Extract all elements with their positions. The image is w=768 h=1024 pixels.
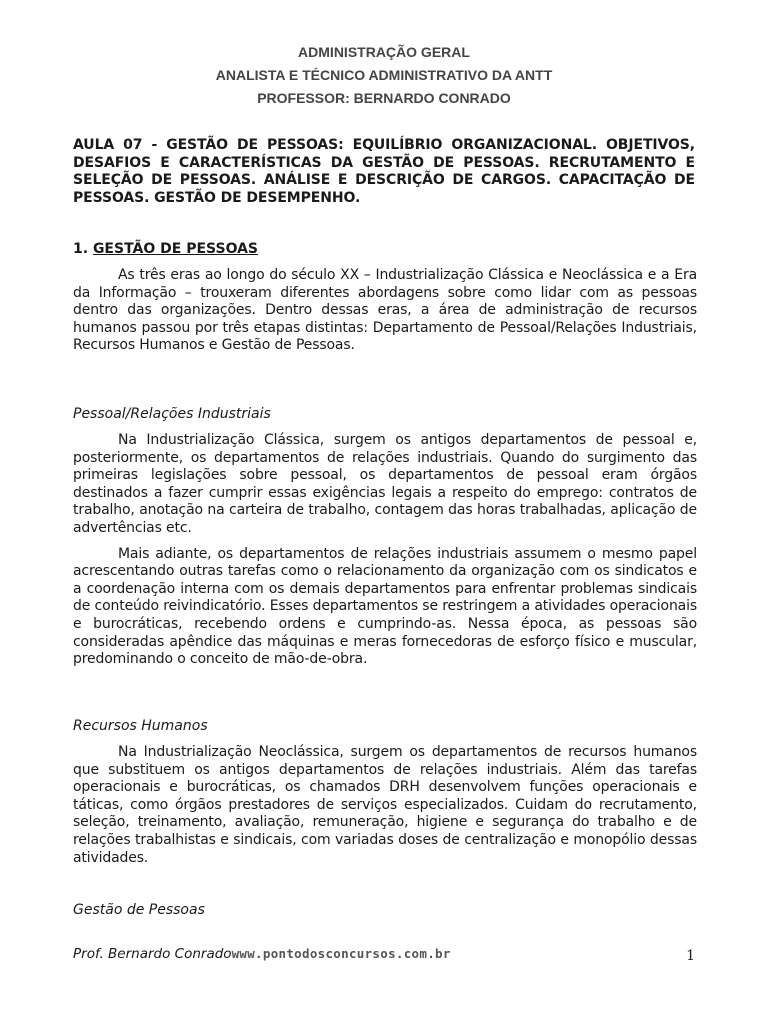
- rh-paragraph-1: Na Industrialização Neoclássica, surgem os departamentos de recursos humanos que substituem os antigos departamentos de relações industriais. Além das tarefas operacionais e burocráticas, os chamados DRH desenvolvem funções operacionais e táticas, como órgãos prestadores de serviços especializados. Cuidam do recrutamento, seleção, treinamento, avaliação, remuneração, higiene e segurança do trabalho e de relações trabalhistas e sindicais, com variadas doses de centralização e monopólio dessas atividades.: [73, 744, 697, 866]
- header-exam: ANALISTA E TÉCNICO ADMINISTRATIVO DA ANTT: [215, 67, 553, 83]
- section-number: 1.: [73, 241, 89, 257]
- footer-author: Prof. Bernardo Conrado: [73, 946, 232, 962]
- page-number: 1: [686, 948, 695, 964]
- header-course: ADMINISTRAÇÃO GERAL: [298, 44, 470, 60]
- lesson-title: AULA 07 - GESTÃO DE PESSOAS: EQUILÍBRIO ORGANIZACIONAL. OBJETIVOS, DESAFIOS E CARACTERÍSTICAS DA GESTÃO DE PESSOAS. RECRUTAMENTO E SELEÇÃO DE PESSOAS. ANÁLISE E DESCRIÇÃO DE CARGOS. CAPACITAÇÃO DE PESSOAS. GESTÃO DE DESEMPENHO.: [73, 137, 695, 206]
- pessoal-paragraph-1: Na Industrialização Clássica, surgem os antigos departamentos de pessoal e, posteriormente, os departamentos de relações industriais. Quando do surgimento das primeiras legislações sobre pessoal, os departamentos de pessoal eram órgãos destinados a fazer cumprir essas exigências legais a respeito do emprego: contratos de trabalho, anotação na carteira de trabalho, contagem das horas trabalhadas, aplicação de advertências etc.: [73, 432, 697, 536]
- pessoal-paragraph-2: Mais adiante, os departamentos de relações industriais assumem o mesmo papel acrescentando outras tarefas como o relacionamento da organização com os sindicatos e a coordenação interna com os demais departamentos para enfrentar problemas sindicais de conteúdo reivindicatório. Esses departamentos se restringem a atividades operacionais e burocráticas, recebendo ordens e cumprindo-as. Nessa época, as pessoas são consideradas apêndice das máquinas e meras fornecedoras de esforço físico e muscular, predominando o conceito de mão-de-obra.: [73, 545, 697, 668]
- section-heading: [73, 241, 697, 257]
- subheading-rh: Recursos Humanos: [73, 718, 208, 734]
- rh-block: [73, 744, 697, 867]
- footer-url[interactable]: www.pontodosconcursos.com.br: [231, 946, 451, 961]
- section-intro: [73, 267, 697, 355]
- intro-paragraph: As três eras ao longo do século XX – Industrialização Clássica e Neoclássica e a Era da Informação – trouxeram diferentes abordagens sobre como lidar com as pessoas dentro das organizações. Dentro dessas eras, a área de administração de recursos humanos passou por três etapas distintas: Departamento de Pessoal/Relações Industriais, Recursos Humanos e Gestão de Pessoas.: [73, 267, 697, 354]
- subheading-gestao: Gestão de Pessoas: [73, 902, 205, 918]
- header-professor: PROFESSOR: BERNARDO CONRADO: [257, 90, 511, 106]
- pessoal-block: [73, 432, 697, 669]
- page-footer: [73, 946, 697, 962]
- document-header: [0, 41, 768, 110]
- section-title: GESTÃO DE PESSOAS: [92, 241, 259, 257]
- subheading-pessoal: Pessoal/Relações Industriais: [73, 406, 271, 422]
